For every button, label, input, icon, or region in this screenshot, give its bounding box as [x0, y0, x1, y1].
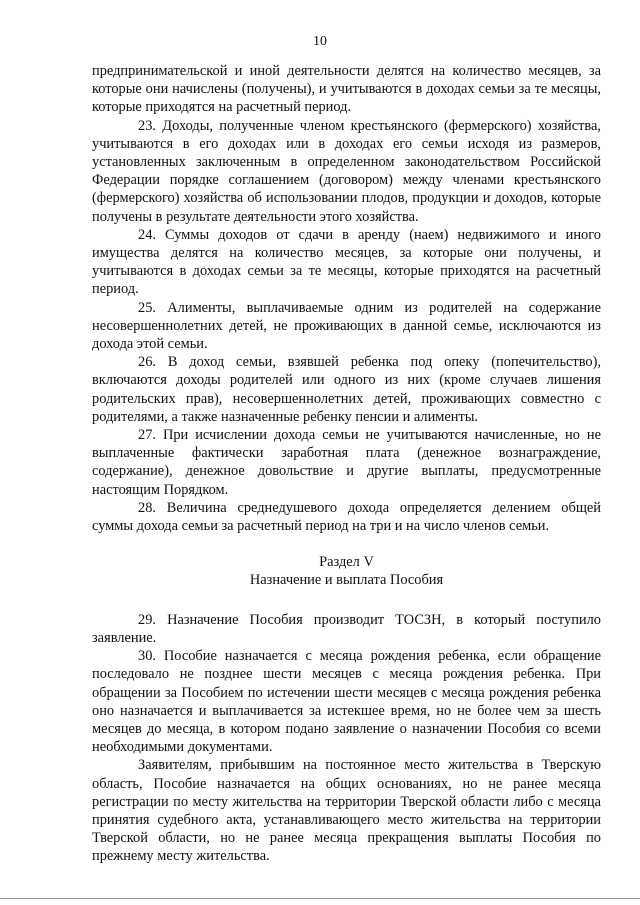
paragraph-29: 29. Назначение Пособия производит ТОСЗН, в который поступило заявление. [92, 611, 601, 646]
section-number: Раздел V [319, 554, 374, 571]
scan-edge-line [0, 898, 640, 899]
page-number: 10 [313, 34, 327, 49]
paragraph-28: 28. Величина среднедушевого дохода определяется делением общей суммы дохода семьи за расчетный период на три и на число членов семьи. [92, 499, 601, 535]
section-title: Назначение и выплата Пособия [249, 572, 444, 589]
paragraph-30: 30. Пособие назначается с месяца рождения ребенка, если обращение последовало не позднее шести месяцев с месяца рождения ребенка. При обращении за Пособием по истечении шести месяцев с месяца рождения ребенка оно назначается и выплачивается за истекшее время, но не более чем за шесть месяцев до месяца, в котором подано заявление о назначении Пособия со всеми необходимыми документами. [92, 648, 601, 756]
paragraph-26: 26. В доход семьи, взявшей ребенка под опеку (попечительство), включаются доходы родителей или одного из них (кроме случаев лишения родительских прав), несовершеннолетних детей, проживающих совместно с родителями, а также назначенные ребенку пенсии и алименты. [92, 354, 601, 425]
paragraph-applicants: Заявителям, прибывшим на постоянное место жительства в Тверскую область, Пособие назначается на общих основаниях, но не ранее месяца регистрации по месту жительства на территории Тверской области либо с месяца принятия судебного акта, устанавливающего место жительства на территории Тверской области, но не ранее месяца прекращения выплаты Пособия по прежнему месту жительства. [92, 757, 601, 865]
spacer [92, 535, 601, 553]
spacer [92, 590, 601, 611]
paragraph-27: 27. При исчислении дохода семьи не учитываются начисленные, но не выплаченные фактически заработная плата (денежное вознаграждение, содержание), денежное довольствие и другие выплаты, предусмотренные настоящим Порядком. [92, 427, 601, 498]
document-body [92, 62, 601, 866]
paragraph-25: 25. Алименты, выплачиваемые одним из родителей на содержание несовершеннолетних детей, не проживающих в данной семье, исключаются из дохода этой семьи. [92, 299, 601, 353]
paragraph-24: 24. Суммы доходов от сдачи в аренду (наем) недвижимого и иного имущества делятся на количество месяцев, за которые они получены, и учитываются в доходах семьи за те месяцы, которые приходятся на расчетный период. [92, 226, 601, 298]
paragraph-23: 23. Доходы, полученные членом крестьянского (фермерского) хозяйства, учитываются в его доходах или в доходах его семьи исходя из размеров, установленных заключенным в определенном законодательством Российской Федерации порядке соглашением (договором) между членами крестьянского (фермерского) хозяйства об использовании плодов, продукции и доходов, которые получены в результате деятельности этого хозяйства. [92, 117, 601, 225]
paragraph-continuation: предпринимательской и иной деятельности делятся на количество месяцев, за которые они начислены (получены), и учитываются в доходах семьи за те месяцы, которые приходятся на расчетный период. [92, 63, 601, 116]
